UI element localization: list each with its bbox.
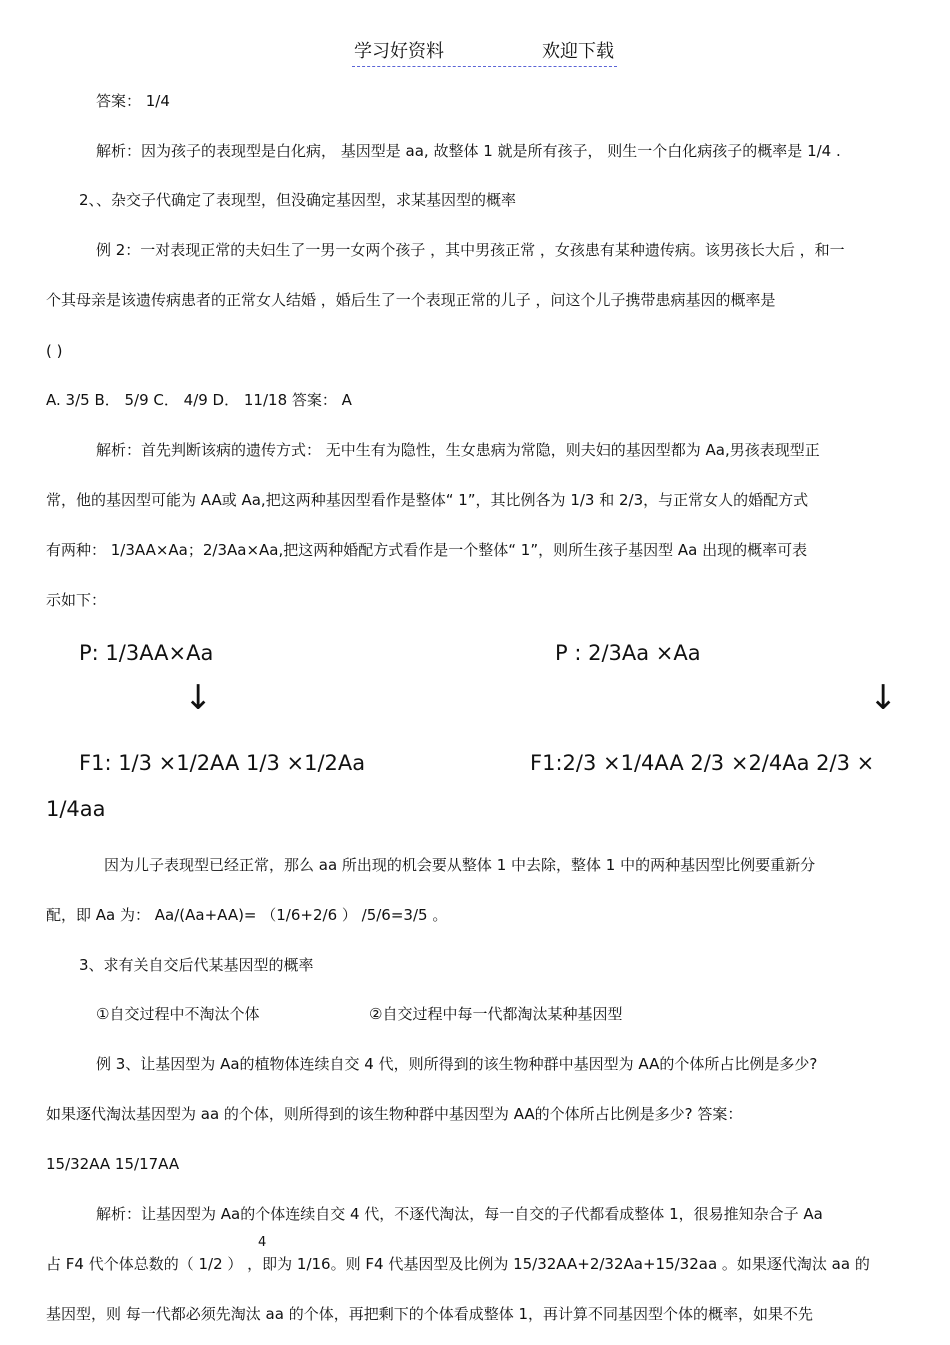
example-2-options: A. 3/5 B． 5/9 C． 4/9 D． 11/18 答案： A	[46, 391, 352, 409]
cross-f1-right: F1:2/3 ×1/4AA 2/3 ×2/4Aa 2/3 ×	[530, 751, 875, 775]
analysis-3-line-2: 占 F4 代个体总数的（ 1/2 ） ，即为 1/16。则 F4 代基因型及比例为 15/32AA+2/32Aa+15/32aa 。如果逐代淘汰 aa 的	[46, 1255, 870, 1273]
cross-f1-left: F1: 1/3 ×1/2AA 1/3 ×1/2Aa	[79, 751, 366, 775]
analysis-3-line-1: 解析：让基因型为 Aa的个体连续自交 4 代，不逐代淘汰，每一自交的子代都看成整体 1，很易推知杂合子 Aa	[96, 1205, 823, 1223]
case-2: ②自交过程中每一代都淘汰某种基因型	[369, 1005, 623, 1023]
header-left-text: 学习好资料	[354, 41, 444, 62]
header-right-text: 欢迎下载	[542, 41, 614, 62]
example-2-line-1: 例 2：一对表现正常的夫妇生了一男一女两个孩子 ，其中男孩正常 ，女孩患有某种遗传病。该男孩长大后 ，和一	[96, 241, 845, 259]
analysis-2-line-3: 有两种： 1/3AA×Aa；2/3Aa×Aa,把这两种婚配方式看作是一个整体“ 1”，则所生孩子基因型 Aa 出现的概率可表	[46, 541, 808, 559]
example-2-line-2: 个其母亲是该遗传病患者的正常女人结婚 ，婚后生了一个表现正常的儿子 ，问这个儿子携带患病基因的概率是	[46, 291, 776, 309]
superscript-4: 4	[258, 1235, 267, 1250]
cross-p-left: P: 1/3AA×Aa	[79, 641, 214, 665]
down-arrow-icon: ↓	[869, 678, 898, 718]
down-arrow-icon: ↓	[184, 678, 213, 718]
page-header	[352, 40, 617, 67]
analysis-2-line-2: 常，他的基因型可能为 AA或 Aa,把这两种基因型看作是整体“ 1”，其比例各为 1/3 和 2/3，与正常女人的婚配方式	[46, 491, 809, 509]
section-heading-2: 2、、杂交子代确定了表现型，但没确定基因型，求某基因型的概率	[79, 191, 517, 209]
example-3-answer: 15/32AA 15/17AA	[46, 1155, 180, 1173]
analysis-2-line-6: 配，即 Aa 为： Aa/(Aa+AA)= （1/6+2/6 ） /5/6=3/5 。	[46, 906, 448, 924]
cross-f1-continued: 1/4aa	[46, 797, 106, 821]
analysis-3-line-3: 基因型，则 每一代都必须先淘汰 aa 的个体，再把剩下的个体看成整体 1，再计算不同基因型个体的概率，如果不先	[46, 1305, 814, 1323]
example-2-blank: ( )	[46, 342, 63, 360]
analysis-line-1: 解析：因为孩子的表现型是白化病， 基因型是 aa, 故整体 1 就是所有孩子， 则生一个白化病孩子的概率是 1/4 .	[96, 142, 841, 160]
analysis-2-line-4: 示如下：	[46, 591, 107, 609]
section-heading-3: 3、求有关自交后代某基因型的概率	[79, 956, 314, 974]
example-3-line-2: 如果逐代淘汰基因型为 aa 的个体，则所得到的该生物种群中基因型为 AA的个体所占比例是多少? 答案：	[46, 1105, 743, 1123]
example-3-line-1: 例 3、让基因型为 Aa的植物体连续自交 4 代，则所得到的该生物种群中基因型为 AA的个体所占比例是多少?	[96, 1055, 818, 1073]
case-1: ①自交过程中不淘汰个体	[96, 1005, 260, 1023]
analysis-2-line-5: 因为儿子表现型已经正常，那么 aa 所出现的机会要从整体 1 中去除，整体 1 中的两种基因型比例要重新分	[104, 856, 816, 874]
cross-p-right: P : 2/3Aa ×Aa	[555, 641, 701, 665]
answer-line-1: 答案： 1/4	[96, 92, 170, 110]
analysis-2-line-1: 解析：首先判断该病的遗传方式： 无中生有为隐性，生女患病为常隐，则夫妇的基因型都为 Aa,男孩表现型正	[96, 441, 820, 459]
